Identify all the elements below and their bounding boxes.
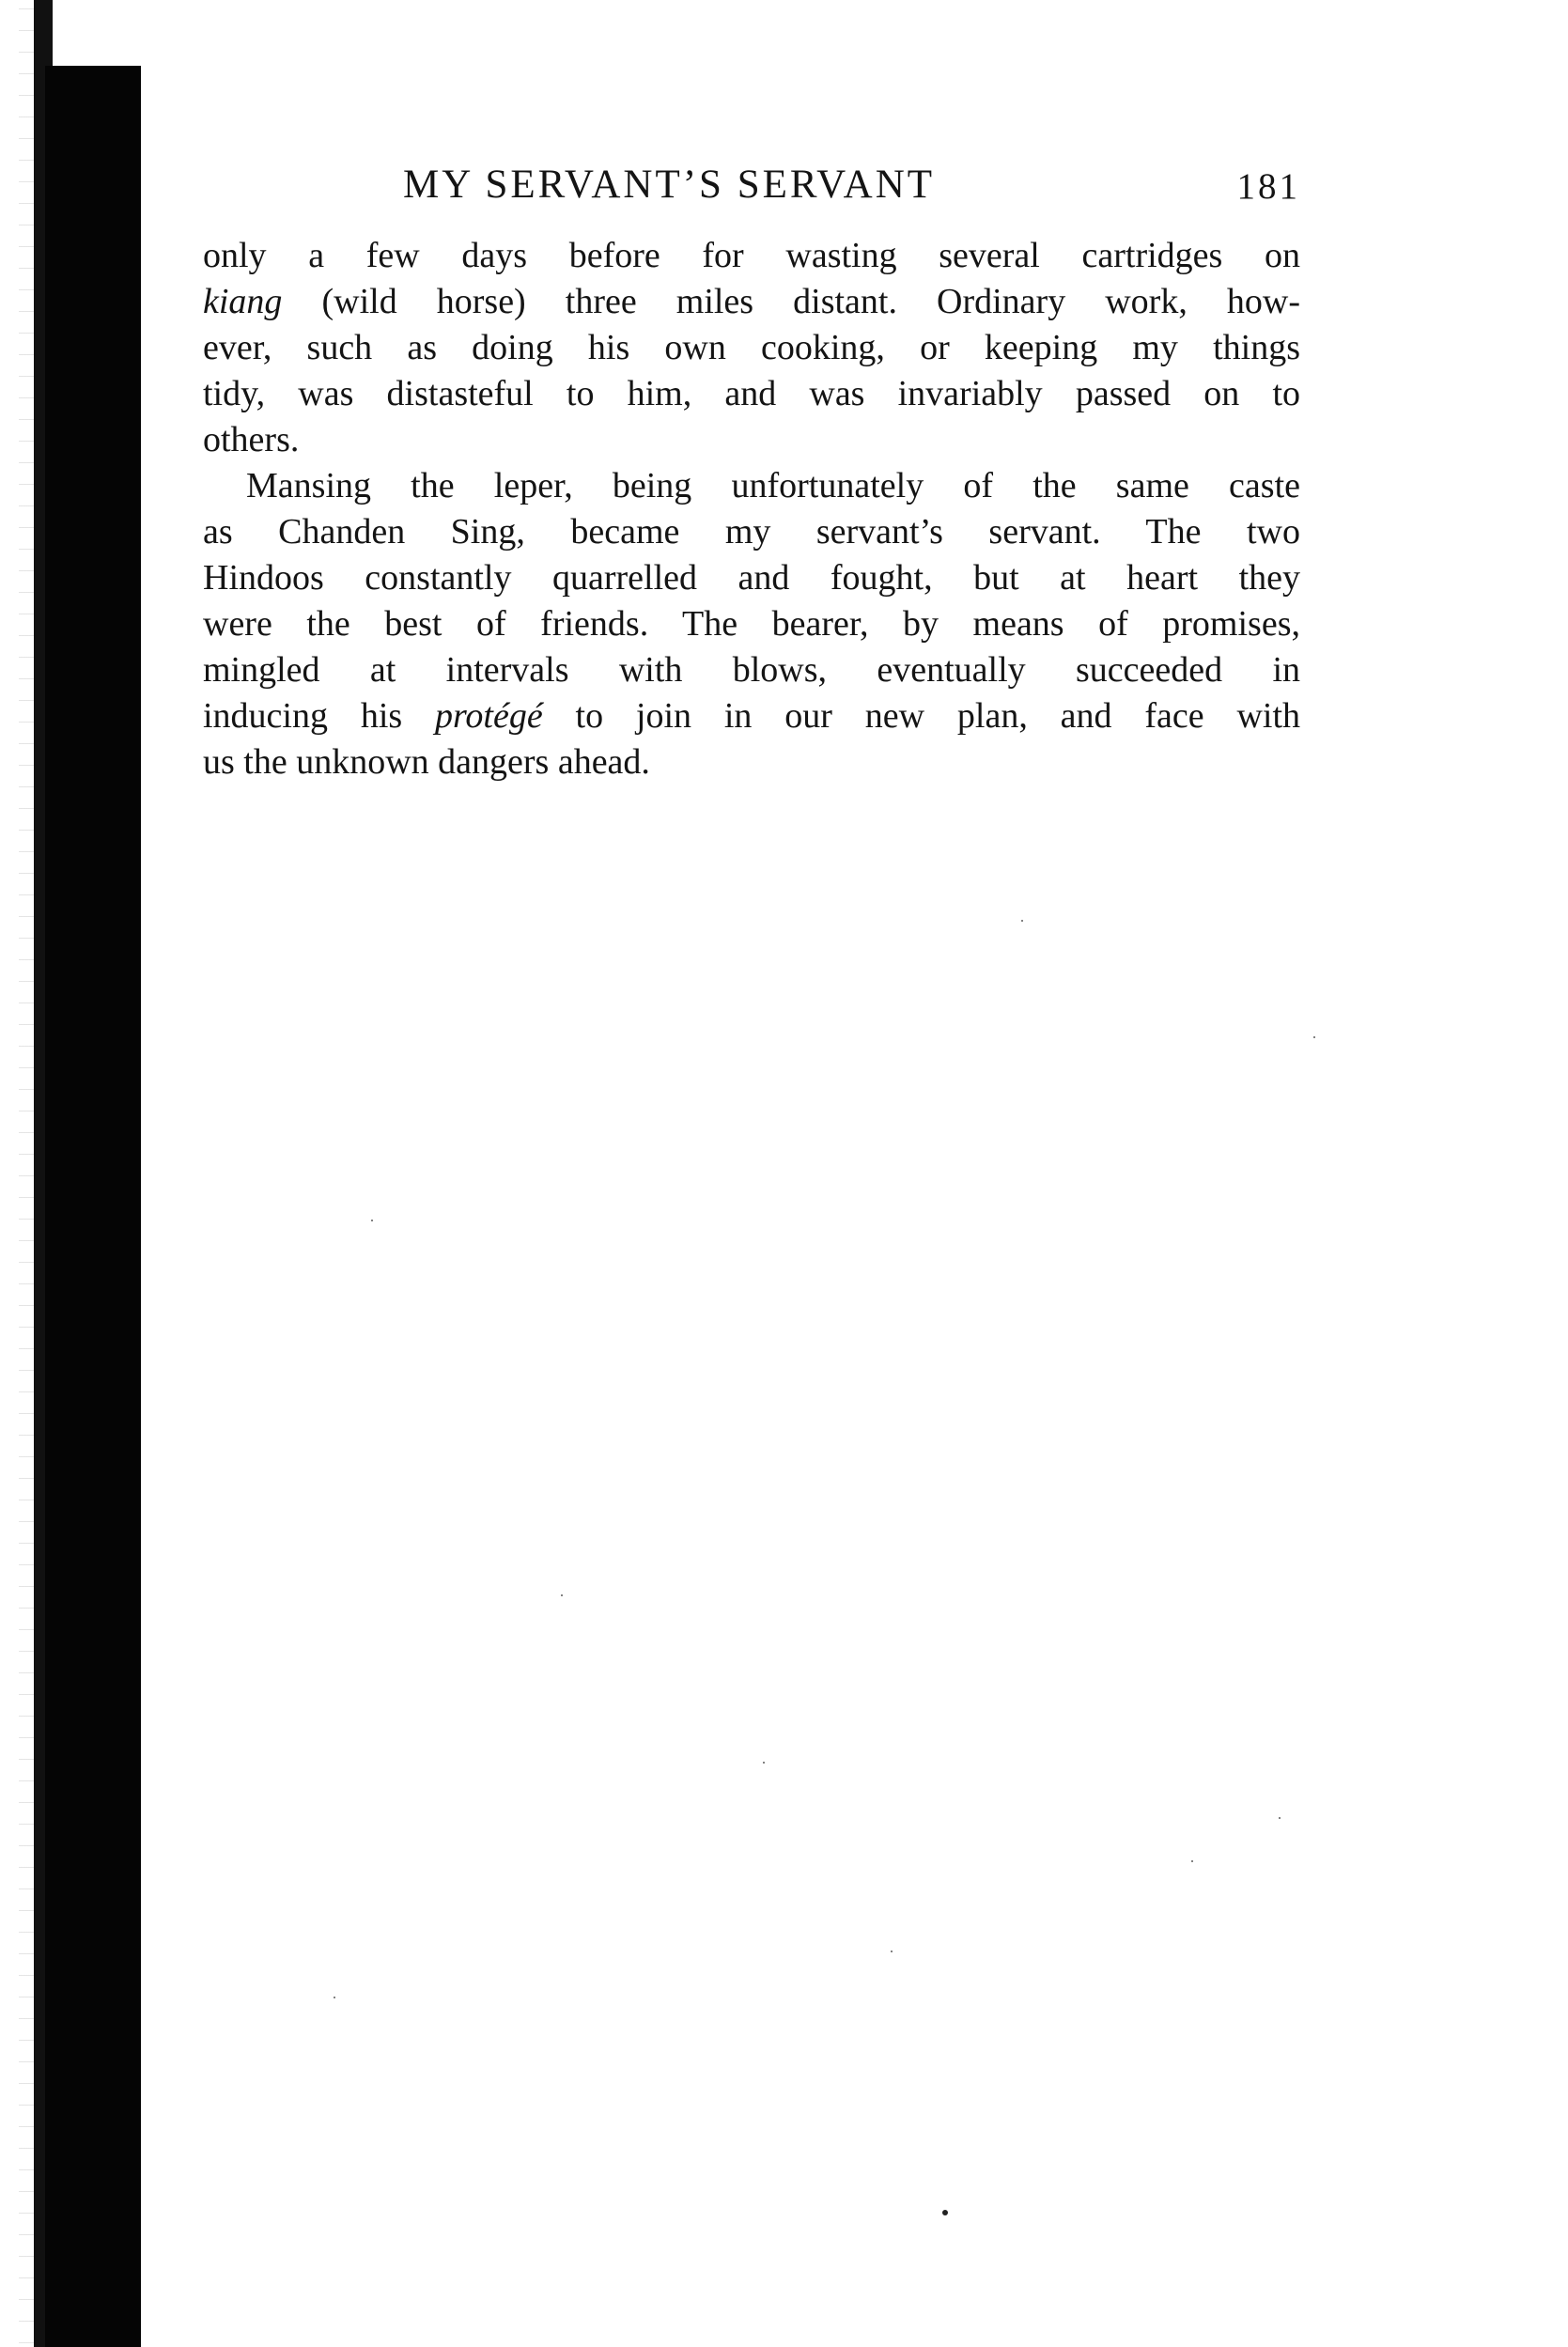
running-head: MY SERVANT’S SERVANT xyxy=(403,163,936,207)
text-line: as Chanden Sing, became my servant’s servant. The two xyxy=(203,512,1300,552)
italic-term-kiang: kiang xyxy=(203,282,283,321)
text-line: Mansing the leper, being unfortunately of the same caste xyxy=(246,466,1300,505)
page-header xyxy=(203,158,1300,212)
scan-speck xyxy=(561,1594,563,1596)
scan-speck xyxy=(1279,1817,1281,1819)
text-line: ever, such as doing his own cooking, or keeping my things xyxy=(203,328,1300,367)
scan-speck xyxy=(1021,920,1023,922)
scan-speck xyxy=(891,1951,893,1952)
text-line: only a few days before for wasting several cartridges on xyxy=(203,236,1300,275)
scan-speck xyxy=(371,1220,373,1221)
scan-speck xyxy=(1191,1860,1193,1862)
scan-speck xyxy=(763,1762,765,1764)
text-line: were the best of friends. The bearer, by means of promises, xyxy=(203,604,1300,644)
body-text xyxy=(203,233,1300,785)
page-number: 181 xyxy=(1236,166,1300,207)
scan-binding-shadow xyxy=(45,66,141,2347)
paragraph-2 xyxy=(203,463,1300,785)
italic-term-protege: protégé xyxy=(435,696,543,736)
text-line: mingled at intervals with blows, eventually succeeded in xyxy=(203,650,1300,690)
scan-speck xyxy=(334,1997,335,1998)
scan-speck xyxy=(1313,1036,1315,1038)
text-line: inducing his protégé to join in our new plan, and face with xyxy=(203,696,1301,736)
text-line: others. xyxy=(203,420,300,459)
text-line: us the unknown dangers ahead. xyxy=(203,742,650,782)
text-line: tidy, was distasteful to him, and was invariably passed on to xyxy=(203,374,1300,413)
scan-speck xyxy=(942,2210,948,2215)
paragraph-1 xyxy=(203,233,1300,463)
text-line: Hindoos constantly quarrelled and fought, but at heart they xyxy=(203,558,1300,598)
text-line: kiang (wild horse) three miles distant. Ordinary work, how- xyxy=(203,282,1300,321)
